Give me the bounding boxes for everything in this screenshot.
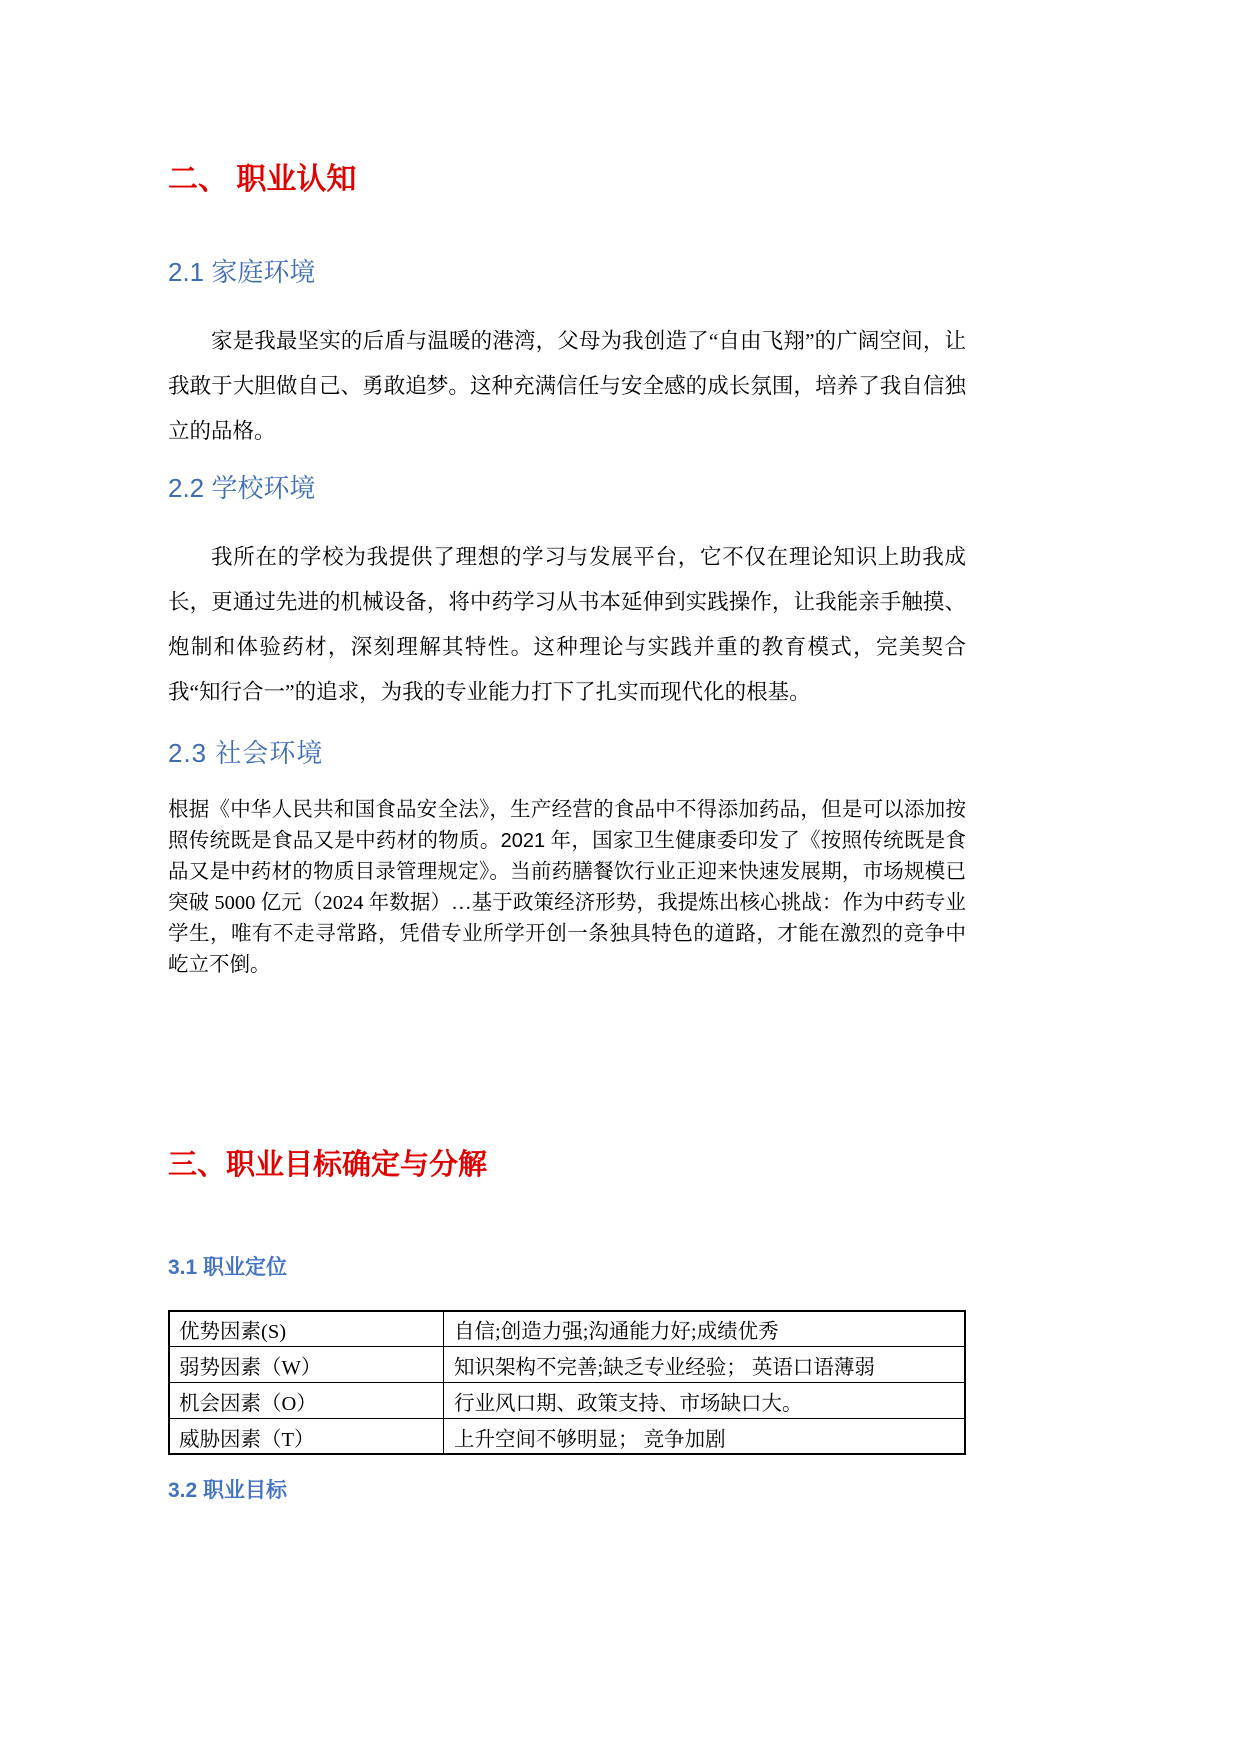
swot-table [168,1310,966,1455]
table-row [169,1419,966,1455]
swot-label-strengths: 优势因素(S) [169,1311,444,1347]
document-content [168,0,966,1506]
social-environment-paragraph [168,795,966,981]
table-row [169,1311,966,1347]
society-year-2021: 2021 [500,830,546,852]
subsection-3-2-heading: 3.2 职业目标 [168,1479,288,1502]
swot-value-strengths: 自信;创造力强;沟通能力好;成绩优秀 [444,1311,966,1347]
section-3-heading: 三、职业目标确定与分解 [168,1149,488,1181]
subsection-3-1-heading: 3.1 职业定位 [168,1256,288,1279]
society-text-part1: 根据《中华人民共和国食品安全法》，生产经营的食品中不得添加药品，但是可以添加按照传统既是食品又是中药材的物质。 [168,799,966,852]
society-text-part2: 年，国家卫生健康委印发了《按照传统既是食品又是中药材的物质目录管理规定》。当前药膳餐饮行业正迎来快速发展期，市场规模已突破 5000 亿元（2024 年数据）…基于政策经济形势，我提炼出核心挑战：作为中药专业学生，唯有不走寻常路，凭借专业所学开创一条独具特色的道路，才能在激烈的竞争中屹立不倒。 [168,830,967,976]
swot-label-weaknesses: 弱势因素（W） [169,1347,444,1383]
subsection-2-1-heading: 2.1 家庭环境 [168,257,316,287]
section-2-heading: 二、 职业认知 [168,163,357,196]
school-environment-paragraph: 我所在的学校为我提供了理想的学习与发展平台，它不仅在理论知识上助我成长，更通过先进的机械设备，将中药学习从书本延伸到实践操作，让我能亲手触摸、炮制和体验药材，深刻理解其特性。这种理论与实践并重的教育模式，完美契合我“知行合一”的追求，为我的专业能力打下了扎实而现代化的根基。 [168,545,966,704]
table-row [169,1383,966,1419]
swot-label-opportunities: 机会因素（O） [169,1383,444,1419]
subsection-2-2-heading: 2.2 学校环境 [168,473,316,503]
swot-value-weaknesses: 知识架构不完善;缺乏专业经验； 英语口语薄弱 [444,1347,966,1383]
table-row [169,1347,966,1383]
swot-value-opportunities: 行业风口期、政策支持、市场缺口大。 [444,1383,966,1419]
swot-value-threats: 上升空间不够明显； 竞争加剧 [444,1419,966,1455]
subsection-2-3-heading: 2.3 社会环境 [168,738,324,768]
swot-label-threats: 威胁因素（T） [169,1419,444,1455]
family-environment-paragraph: 家是我最坚实的后盾与温暖的港湾，父母为我创造了“自由飞翔”的广阔空间，让我敢于大胆做自己、勇敢追梦。这种充满信任与安全感的成长氛围，培养了我自信独立的品格。 [168,329,966,443]
